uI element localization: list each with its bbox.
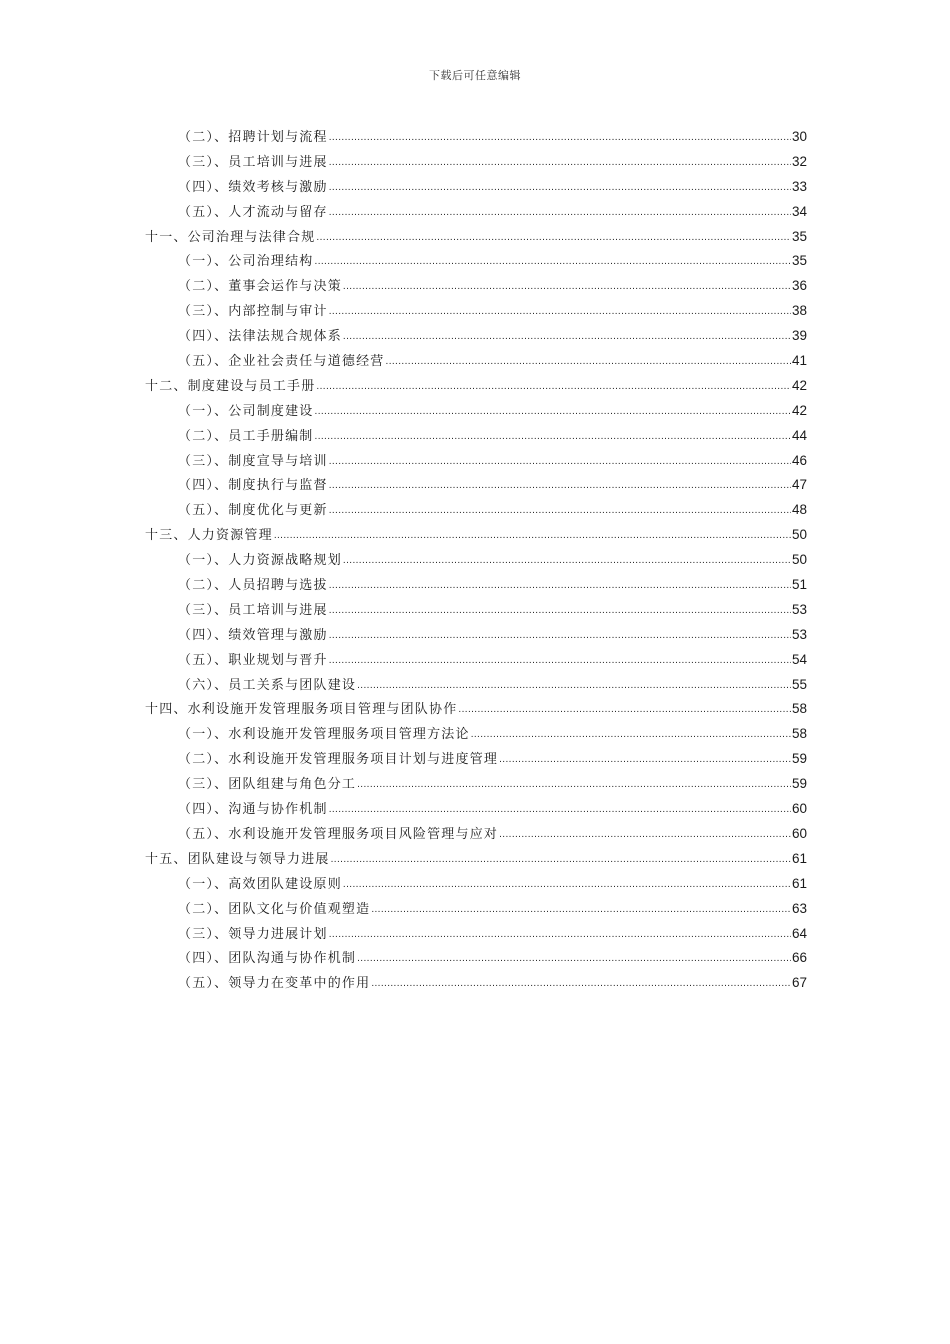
table-of-contents — [145, 125, 807, 996]
toc-section-entry[interactable] — [145, 249, 807, 274]
toc-page-number: 32 — [791, 153, 807, 169]
toc-dot-leader — [329, 574, 791, 599]
toc-section-entry[interactable] — [145, 449, 807, 474]
toc-dot-leader — [315, 250, 791, 275]
toc-section-entry[interactable] — [145, 747, 807, 772]
toc-page-number: 59 — [791, 776, 807, 792]
toc-page-number: 46 — [791, 452, 807, 468]
toc-entry-title: （六）、员工关系与团队建设 — [178, 677, 357, 693]
toc-section-entry[interactable] — [145, 648, 807, 673]
toc-entry-title: （三）、内部控制与审计 — [178, 304, 328, 320]
toc-dot-leader — [329, 176, 791, 201]
toc-entry-title: （一）、高效团队建设原则 — [178, 876, 342, 892]
toc-dot-leader — [471, 723, 791, 748]
toc-section-entry[interactable] — [145, 200, 807, 225]
toc-entry-title: （五）、水利设施开发管理服务项目风险管理与应对 — [178, 826, 499, 842]
toc-dot-leader — [329, 499, 791, 524]
toc-page-number: 50 — [791, 527, 807, 543]
toc-entry-title: （三）、员工培训与进展 — [178, 154, 328, 170]
toc-entry-title: （五）、职业规划与晋升 — [178, 652, 328, 668]
toc-section-entry[interactable] — [145, 125, 807, 150]
toc-entry-title: （五）、人才流动与留存 — [178, 204, 328, 220]
toc-section-entry[interactable] — [145, 498, 807, 523]
toc-page-number: 42 — [791, 402, 807, 418]
toc-dot-leader — [329, 201, 791, 226]
toc-dot-leader — [357, 947, 791, 972]
toc-section-entry[interactable] — [145, 573, 807, 598]
toc-entry-title: 十二、制度建设与员工手册 — [145, 378, 316, 394]
toc-chapter-entry[interactable] — [145, 225, 807, 250]
toc-page-number: 67 — [791, 975, 807, 991]
toc-dot-leader — [316, 375, 791, 400]
toc-page-number: 61 — [791, 850, 807, 866]
toc-entry-title: （四）、制度执行与监督 — [178, 478, 328, 494]
toc-dot-leader — [315, 400, 791, 425]
toc-entry-title: （二）、水利设施开发管理服务项目计划与进度管理 — [178, 752, 499, 768]
toc-page-number: 60 — [791, 825, 807, 841]
toc-page-number: 50 — [791, 552, 807, 568]
toc-entry-title: （二）、员工手册编制 — [178, 428, 314, 444]
toc-entry-title: （五）、企业社会责任与道德经营 — [178, 354, 385, 370]
toc-dot-leader — [316, 226, 791, 251]
toc-page-number: 66 — [791, 950, 807, 966]
toc-entry-title: （三）、员工培训与进展 — [178, 602, 328, 618]
toc-chapter-entry[interactable] — [145, 374, 807, 399]
toc-dot-leader — [274, 524, 791, 549]
toc-section-entry[interactable] — [145, 274, 807, 299]
toc-page-number: 61 — [791, 875, 807, 891]
toc-dot-leader — [499, 748, 791, 773]
toc-page-number: 58 — [791, 726, 807, 742]
toc-dot-leader — [329, 649, 791, 674]
toc-entry-title: （二）、招聘计划与流程 — [178, 130, 328, 145]
toc-entry-title: （五）、领导力在变革中的作用 — [178, 976, 371, 992]
toc-section-entry[interactable] — [145, 822, 807, 847]
toc-page-number: 53 — [791, 601, 807, 617]
toc-section-entry[interactable] — [145, 399, 807, 424]
toc-page-number: 53 — [791, 626, 807, 642]
toc-section-entry[interactable] — [145, 946, 807, 971]
toc-dot-leader — [329, 599, 791, 624]
toc-chapter-entry[interactable] — [145, 523, 807, 548]
toc-dot-leader — [343, 325, 791, 350]
toc-page-number: 42 — [791, 377, 807, 393]
toc-section-entry[interactable] — [145, 722, 807, 747]
toc-page-number: 39 — [791, 328, 807, 344]
toc-dot-leader — [331, 848, 791, 873]
toc-page-number: 55 — [791, 676, 807, 692]
toc-entry-title: （五）、制度优化与更新 — [178, 503, 328, 519]
toc-page-number: 41 — [791, 353, 807, 369]
page-header: 下载后可任意编辑 — [429, 69, 521, 82]
toc-dot-leader — [329, 151, 791, 176]
toc-dot-leader — [458, 698, 791, 723]
toc-dot-leader — [329, 126, 791, 151]
toc-dot-leader — [329, 624, 791, 649]
toc-section-entry[interactable] — [145, 324, 807, 349]
toc-page-number: 60 — [791, 801, 807, 817]
toc-dot-leader — [329, 450, 791, 475]
toc-page-number: 54 — [791, 651, 807, 667]
toc-dot-leader — [371, 898, 791, 923]
toc-section-entry[interactable] — [145, 473, 807, 498]
toc-dot-leader — [329, 300, 791, 325]
toc-entry-title: （三）、领导力进展计划 — [178, 926, 328, 942]
toc-entry-title: （二）、团队文化与价值观塑造 — [178, 901, 371, 917]
toc-dot-leader — [329, 474, 791, 499]
toc-entry-title: （三）、制度宣导与培训 — [178, 453, 328, 469]
toc-section-entry[interactable] — [145, 922, 807, 947]
toc-entry-title: （四）、团队沟通与协作机制 — [178, 951, 357, 967]
toc-section-entry[interactable] — [145, 150, 807, 175]
toc-chapter-entry[interactable] — [145, 847, 807, 872]
toc-section-entry[interactable] — [145, 673, 807, 698]
toc-page-number: 59 — [791, 751, 807, 767]
toc-entry-title: （四）、沟通与协作机制 — [178, 802, 328, 818]
toc-dot-leader — [329, 923, 791, 948]
toc-section-entry[interactable] — [145, 772, 807, 797]
toc-page-number: 44 — [791, 427, 807, 443]
toc-page-number: 64 — [791, 925, 807, 941]
toc-entry-title: （一）、水利设施开发管理服务项目管理方法论 — [178, 727, 470, 743]
toc-section-entry[interactable] — [145, 872, 807, 897]
toc-page-number: 36 — [791, 278, 807, 294]
toc-entry-title: （二）、董事会运作与决策 — [178, 279, 342, 295]
toc-entry-title: （一）、公司治理结构 — [178, 254, 314, 270]
toc-dot-leader — [357, 674, 791, 699]
toc-dot-leader — [371, 972, 791, 997]
toc-section-entry[interactable] — [145, 897, 807, 922]
toc-page-number: 47 — [791, 477, 807, 493]
toc-dot-leader — [499, 823, 791, 848]
toc-entry-title: 十四、水利设施开发管理服务项目管理与团队协作 — [145, 702, 458, 718]
toc-section-entry[interactable] — [145, 299, 807, 324]
toc-section-entry[interactable] — [145, 424, 807, 449]
toc-section-entry[interactable] — [145, 598, 807, 623]
toc-entry-title: （一）、人力资源战略规划 — [178, 553, 342, 569]
toc-dot-leader — [386, 350, 791, 375]
toc-entry-title: （四）、绩效管理与激励 — [178, 627, 328, 643]
toc-entry-title: （一）、公司制度建设 — [178, 403, 314, 419]
toc-entry-title: （三）、团队组建与角色分工 — [178, 777, 357, 793]
toc-page-number: 33 — [791, 178, 807, 194]
toc-page-number: 35 — [791, 228, 807, 244]
toc-page-number: 30 — [791, 129, 807, 144]
toc-section-entry[interactable] — [145, 349, 807, 374]
toc-page-number: 51 — [791, 577, 807, 593]
toc-chapter-entry[interactable] — [145, 697, 807, 722]
toc-entry-title: （四）、法律法规合规体系 — [178, 329, 342, 345]
toc-section-entry[interactable] — [145, 548, 807, 573]
toc-page-number: 48 — [791, 502, 807, 518]
toc-section-entry[interactable] — [145, 623, 807, 648]
toc-section-entry[interactable] — [145, 797, 807, 822]
toc-page-number: 34 — [791, 203, 807, 219]
toc-dot-leader — [343, 873, 791, 898]
toc-section-entry[interactable] — [145, 175, 807, 200]
toc-entry-title: （二）、人员招聘与选拔 — [178, 578, 328, 594]
toc-section-entry[interactable] — [145, 971, 807, 996]
toc-page-number: 63 — [791, 900, 807, 916]
toc-page-number: 35 — [791, 253, 807, 269]
toc-dot-leader — [343, 549, 791, 574]
toc-dot-leader — [343, 275, 791, 300]
toc-entry-title: 十五、团队建设与领导力进展 — [145, 851, 330, 867]
toc-dot-leader — [315, 425, 791, 450]
toc-dot-leader — [357, 773, 791, 798]
toc-dot-leader — [329, 798, 791, 823]
toc-entry-title: （四）、绩效考核与激励 — [178, 179, 328, 195]
toc-entry-title: 十一、公司治理与法律合规 — [145, 229, 316, 245]
toc-page-number: 38 — [791, 303, 807, 319]
toc-page-number: 58 — [791, 701, 807, 717]
toc-entry-title: 十三、人力资源管理 — [145, 528, 273, 544]
